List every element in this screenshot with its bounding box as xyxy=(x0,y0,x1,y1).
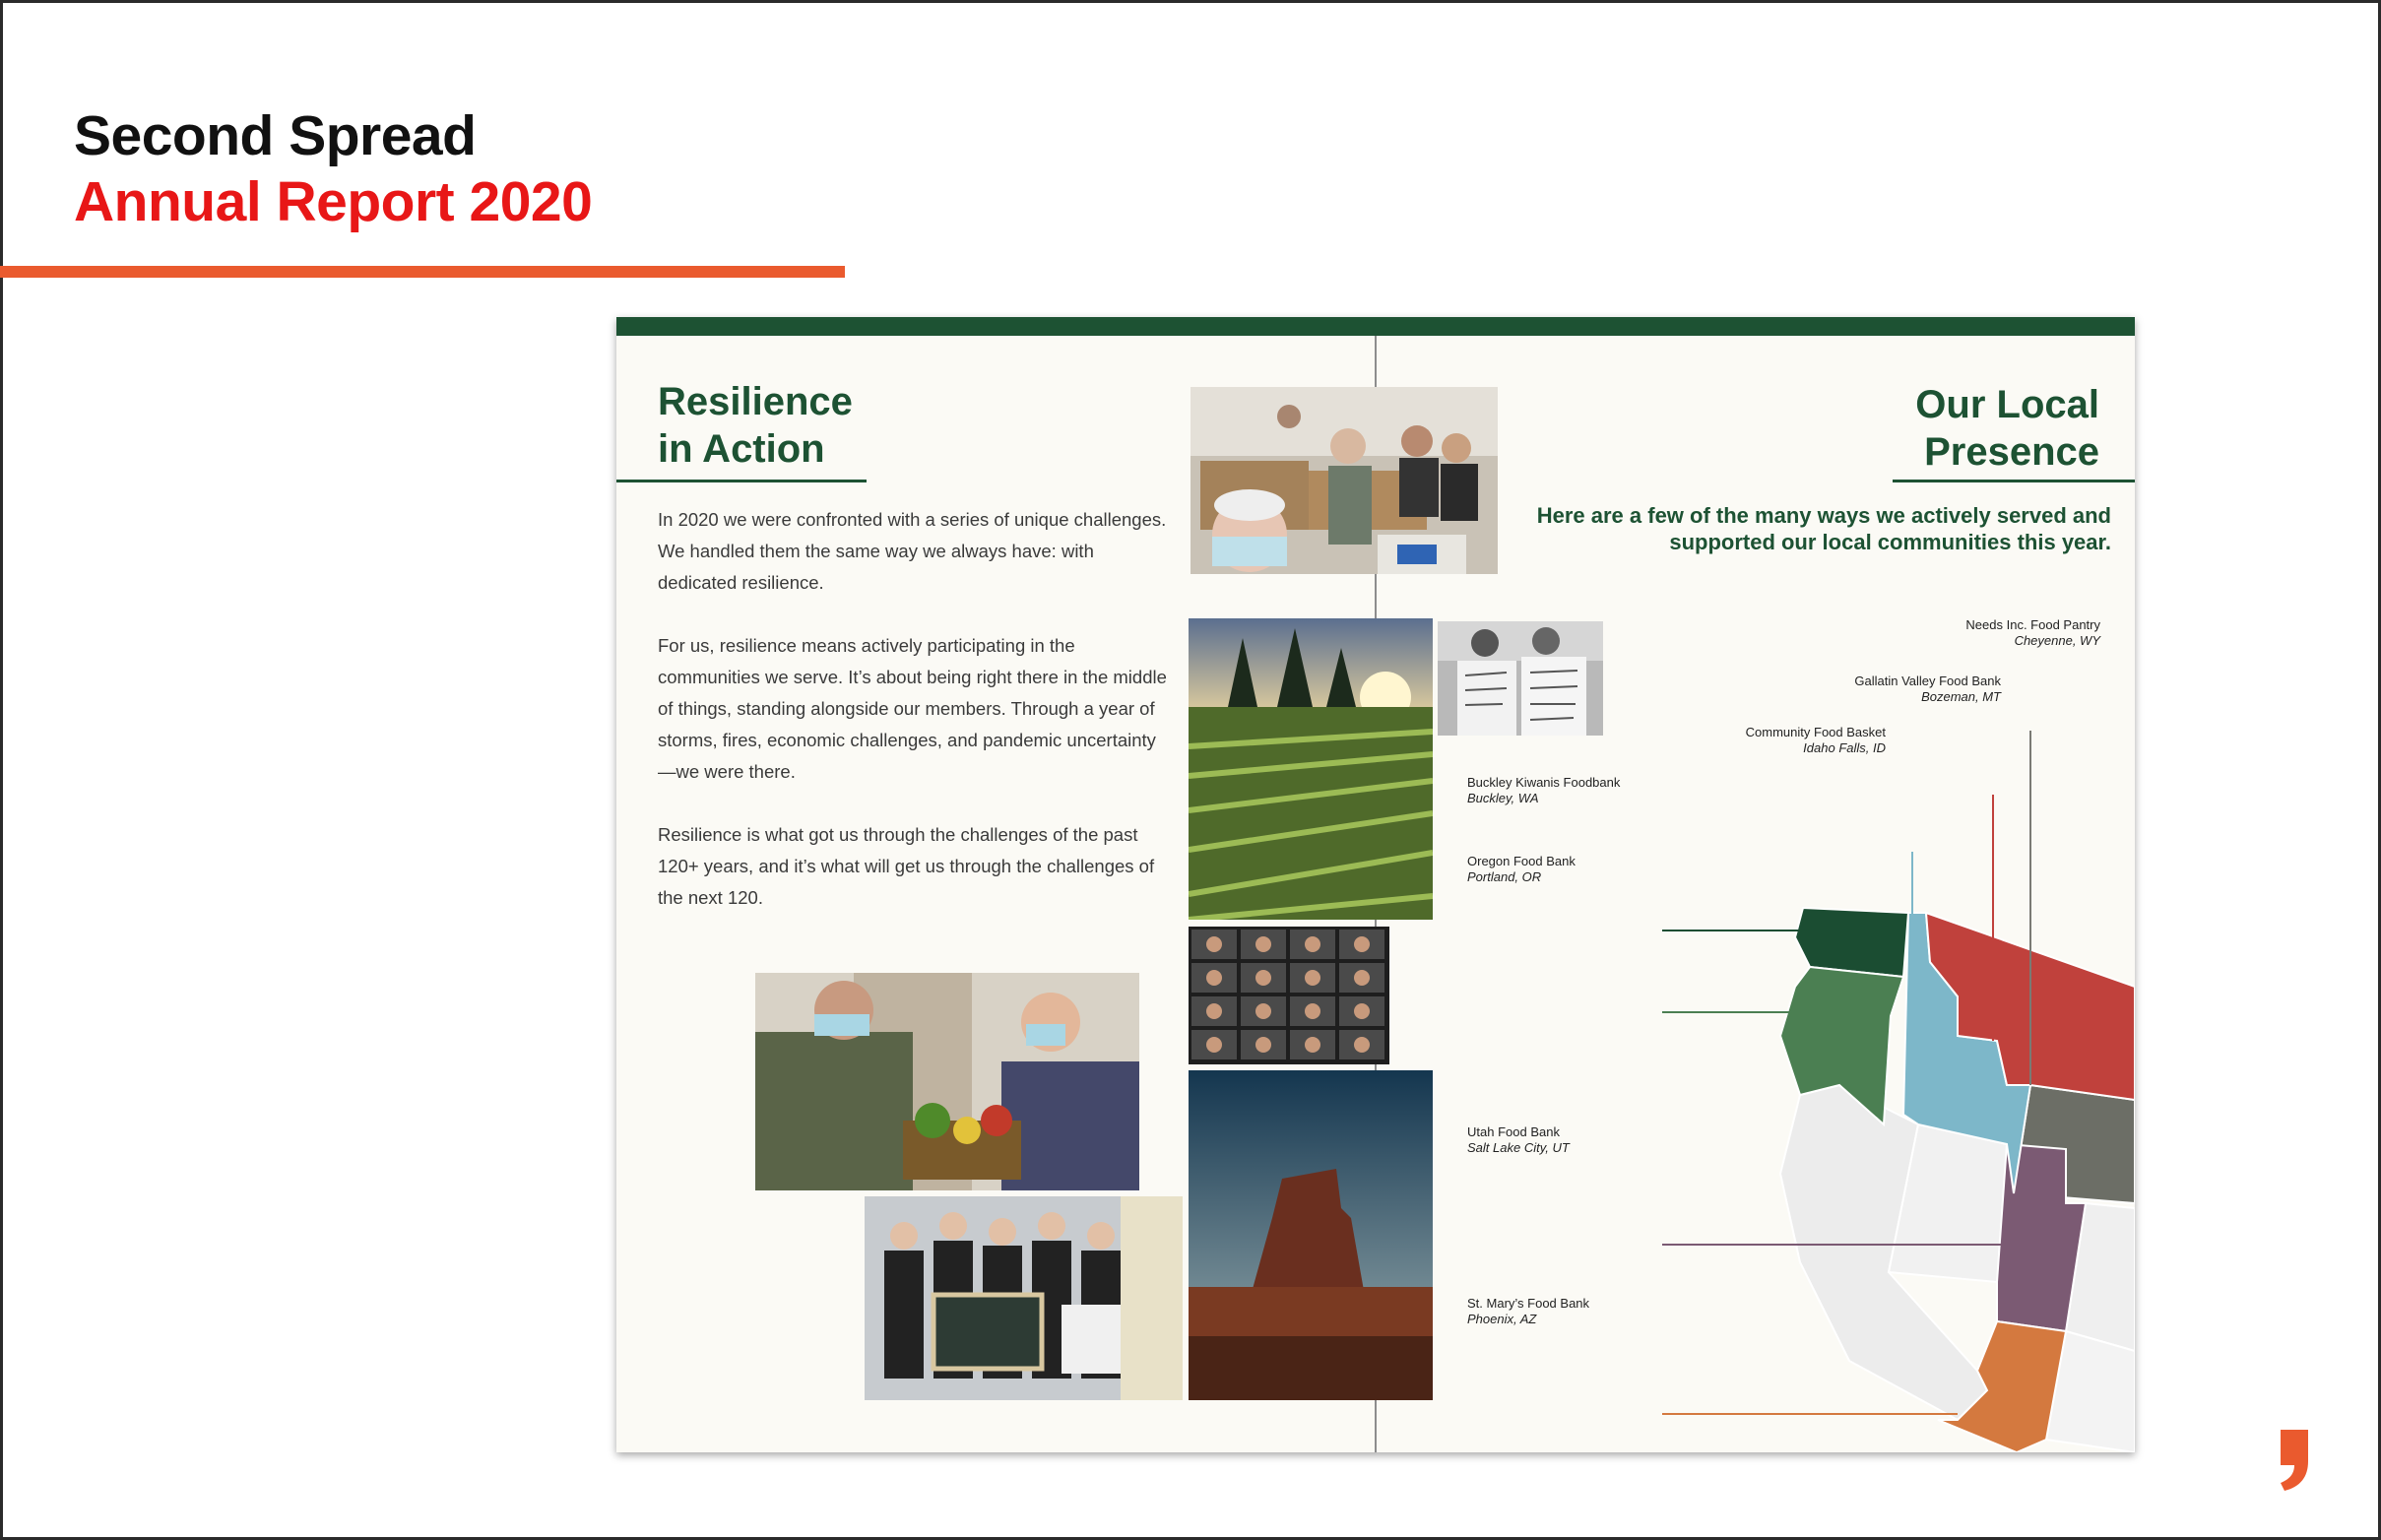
desert-butte-photo xyxy=(1189,1070,1433,1400)
body-paragraph: Resilience is what got us through the challenges of the past 120+ years, and it’s what will get us through the challenges of the next 120. xyxy=(658,824,1155,908)
comma-logo-icon xyxy=(2275,1426,2314,1495)
title-underline xyxy=(0,266,845,278)
left-heading-line2: in Action xyxy=(658,427,825,471)
food-donation-photo xyxy=(755,973,1139,1190)
map-label-name: Community Food Basket xyxy=(1745,725,1886,739)
video-call-photo xyxy=(1189,927,1389,1064)
right-page-lead: Here are a few of the many ways we actively served and supported our local communities this year. xyxy=(1536,503,2111,554)
map-label-portland xyxy=(1467,854,1576,885)
map-label-bozeman xyxy=(1854,674,2001,705)
slide-border-left xyxy=(0,0,3,1540)
map-label-salt-lake xyxy=(1467,1124,1570,1156)
right-heading-line2: Presence xyxy=(1924,430,2099,474)
right-heading-line1: Our Local xyxy=(1915,383,2099,426)
left-heading-line1: Resilience xyxy=(658,380,853,423)
left-page-heading xyxy=(658,378,853,473)
map-label-name: St. Mary’s Food Bank xyxy=(1467,1296,1590,1311)
body-paragraph: In 2020 we were confronted with a series of unique challenges. We handled them the same way we always have: with dedicated resilience. xyxy=(658,509,1167,593)
annual-report-spread xyxy=(616,317,2135,1452)
right-heading-rule xyxy=(1893,480,2135,482)
right-page-heading xyxy=(1915,381,2099,476)
map-label-city: Buckley, WA xyxy=(1467,791,1539,805)
map-label-name: Buckley Kiwanis Foodbank xyxy=(1467,775,1621,790)
map-label-name: Oregon Food Bank xyxy=(1467,854,1576,868)
map-label-city: Phoenix, AZ xyxy=(1467,1312,1537,1326)
map-label-city: Salt Lake City, UT xyxy=(1467,1140,1570,1155)
spread-top-band xyxy=(616,317,2135,336)
thank-you-sign-photo xyxy=(1438,621,1603,736)
body-paragraph: For us, resilience means actively participating in the communities we serve. It’s about being right there in the middle of things, standing alongside our members. Through a year of storms, fires, economic challenges, and pandemic uncertainty—we were there. xyxy=(658,635,1167,782)
map-label-buckley xyxy=(1467,775,1620,806)
map-label-city: Portland, OR xyxy=(1467,869,1542,884)
map-label-city: Cheyenne, WY xyxy=(2014,633,2100,648)
volunteers-photo xyxy=(1190,387,1498,574)
map-label-name: Gallatin Valley Food Bank xyxy=(1854,674,2001,688)
map-label-city: Bozeman, MT xyxy=(1921,689,2001,704)
map-label-cheyenne xyxy=(1965,617,2100,649)
map-label-city: Idaho Falls, ID xyxy=(1803,740,1886,755)
slide-title: Second Spread xyxy=(74,104,477,167)
farm-field-photo xyxy=(1189,618,1433,920)
pantry-volunteers-photo xyxy=(865,1196,1183,1400)
slide-border-top xyxy=(0,0,2381,3)
map-label-name: Utah Food Bank xyxy=(1467,1124,1560,1139)
map-label-name: Needs Inc. Food Pantry xyxy=(1965,617,2100,632)
left-page-body xyxy=(658,504,1170,945)
map-label-idaho-falls xyxy=(1746,725,1886,756)
left-heading-rule xyxy=(616,480,867,482)
slide-subtitle: Annual Report 2020 xyxy=(74,170,593,233)
map-label-phoenix xyxy=(1467,1296,1589,1327)
